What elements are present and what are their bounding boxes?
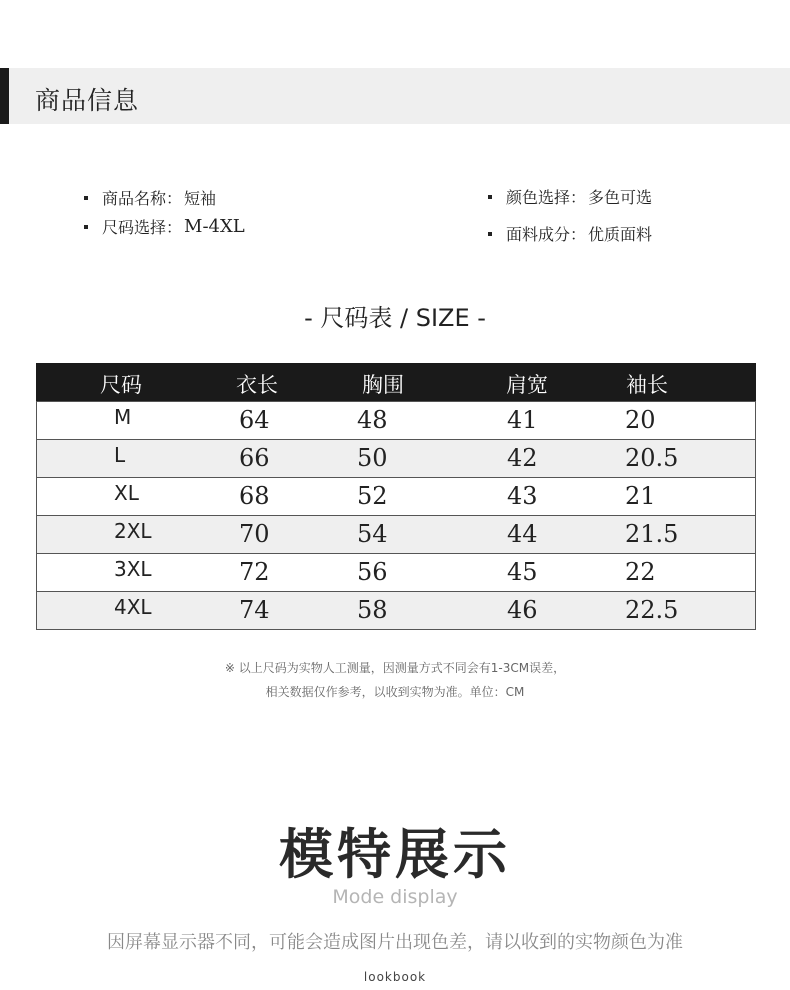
header-cell-size: 尺码 [100,373,142,397]
info-label: 尺码选择： [102,218,183,237]
section-header [0,68,790,124]
section-title: 商品信息 [35,86,140,115]
table-cell: 74 [239,596,270,624]
table-cell: 22.5 [625,596,679,624]
table-cell: 3XL [114,557,152,581]
table-cell: 50 [357,444,388,472]
table-cell: 66 [239,444,270,472]
model-display-title: 模特展示 [279,823,511,886]
table-cell: 56 [357,558,388,586]
table-row [37,477,755,515]
table-cell: XL [114,481,139,505]
info-label: 颜色选择： [506,188,587,207]
table-cell: 64 [239,406,270,434]
info-item-size [84,215,245,238]
table-cell: 52 [357,482,388,510]
table-header [36,363,756,401]
table-row [37,439,755,477]
header-cell-chest: 胸围 [362,373,404,397]
header-accent-bar [0,68,9,124]
bullet-icon [488,232,492,236]
info-item-fabric [488,222,652,245]
info-value: 短袖 [184,189,217,208]
size-table [36,363,756,630]
table-row [37,401,755,439]
lookbook-label: lookbook [363,970,427,984]
table-row [37,515,755,553]
header-cell-sleeve: 袖长 [626,373,668,397]
table-cell: 42 [507,444,538,472]
table-cell: 21.5 [625,520,679,548]
table-cell: M [114,405,132,429]
table-cell: 21 [625,482,656,510]
size-chart-title: - 尺码表 / SIZE - [304,304,486,332]
header-cell-shoulder: 肩宽 [506,373,548,397]
table-cell: 20.5 [625,444,679,472]
info-value: 优质面料 [588,225,653,244]
table-cell: 43 [507,482,538,510]
measurement-note-line2: 相关数据仅作参考，以收到实物为准。单位：CM [265,685,525,699]
table-cell: 54 [357,520,388,548]
table-cell: 68 [239,482,270,510]
table-cell: 46 [507,596,538,624]
info-label: 面料成分： [506,225,587,244]
info-value: 多色可选 [588,188,653,207]
table-cell: 4XL [114,595,152,619]
bullet-icon [84,196,88,200]
header-cell-length: 衣长 [236,373,278,397]
info-item-color [488,185,652,208]
bullet-icon [84,225,88,229]
model-display-subtitle: Mode display [332,886,458,908]
info-item-name [84,186,216,209]
info-value: M-4XL [184,216,245,237]
table-cell: 20 [625,406,656,434]
measurement-note-line1: ※ 以上尺码为实物人工测量，因测量方式不同会有1-3CM误差， [224,661,566,675]
table-cell: 72 [239,558,270,586]
table-cell: 58 [357,596,388,624]
table-cell: L [114,443,126,467]
table-row [37,553,755,591]
info-label: 商品名称： [102,189,183,208]
table-cell: 44 [507,520,538,548]
table-cell: 2XL [114,519,152,543]
table-cell: 70 [239,520,270,548]
color-difference-note: 因屏幕显示器不同，可能会造成图片出现色差，请以收到的实物颜色为准 [107,932,683,953]
table-cell: 48 [357,406,388,434]
table-cell: 22 [625,558,656,586]
table-row [37,591,755,629]
table-cell: 45 [507,558,538,586]
bullet-icon [488,195,492,199]
table-cell: 41 [507,406,538,434]
